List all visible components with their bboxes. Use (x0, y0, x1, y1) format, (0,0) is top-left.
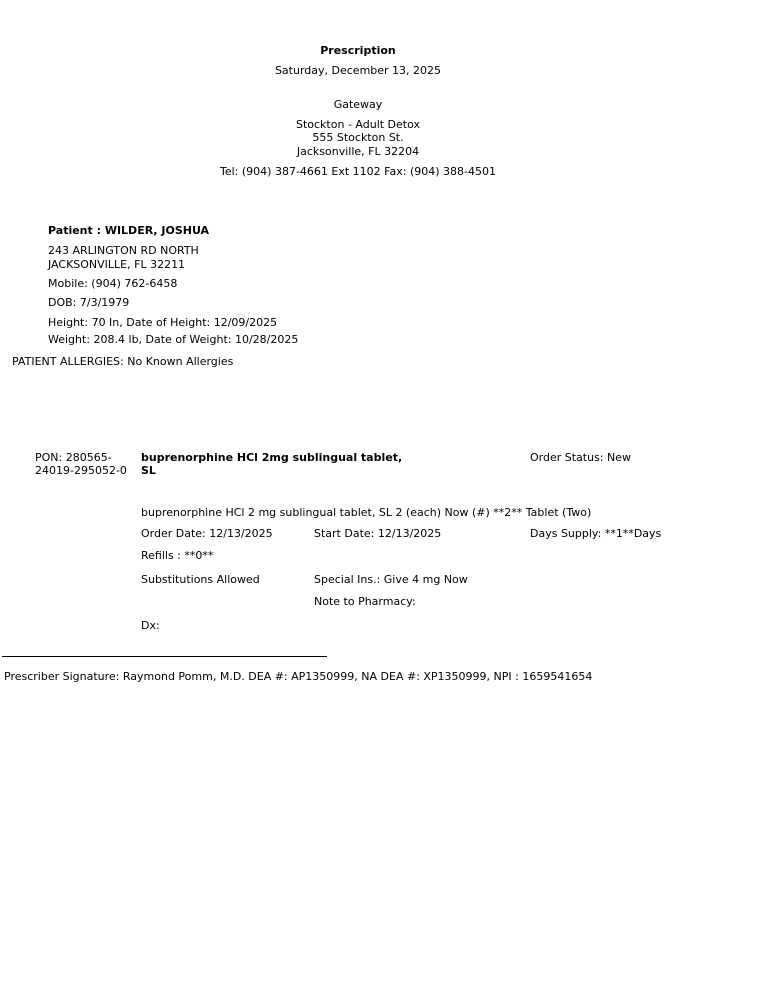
pon-line2: 24019-295052-0 (35, 464, 127, 477)
patient-address-line2: JACKSONVILLE, FL 32211 (48, 258, 186, 271)
document-title: Prescription (320, 44, 396, 57)
patient-dob: DOB: 7/3/1979 (48, 296, 130, 309)
prescriber-signature: Prescriber Signature: Raymond Pomm, M.D. DEA #: AP1350999, NA DEA #: XP1350999, NPI : 1659541654 (4, 670, 593, 683)
patient-weight: Weight: 208.4 lb, Date of Weight: 10/28/2025 (48, 333, 299, 346)
facility-street: 555 Stockton St. (312, 131, 404, 144)
pon-line1: PON: 280565- (35, 451, 112, 464)
substitutions: Substitutions Allowed (141, 573, 260, 586)
facility-city: Jacksonville, FL 32204 (296, 145, 420, 158)
note-to-pharmacy: Note to Pharmacy: (314, 595, 416, 608)
signature-rule (2, 656, 327, 657)
sig-text: buprenorphine HCl 2 mg sublingual tablet, SL 2 (each) Now (#) **2** Tablet (Two) (141, 506, 592, 519)
days-supply: Days Supply: **1**Days (530, 527, 662, 540)
refills: Refills : **0** (141, 549, 214, 562)
order-status: Order Status: New (530, 451, 632, 464)
document-date: Saturday, December 13, 2025 (274, 64, 442, 77)
facility-name: Stockton - Adult Detox (295, 118, 421, 131)
drug-name-line1: buprenorphine HCl 2mg sublingual tablet, (141, 451, 403, 464)
org-name: Gateway (333, 98, 383, 111)
diagnosis: Dx: (141, 619, 160, 632)
order-date: Order Date: 12/13/2025 (141, 527, 273, 540)
start-date: Start Date: 12/13/2025 (314, 527, 442, 540)
special-instructions: Special Ins.: Give 4 mg Now (314, 573, 468, 586)
drug-name-line2: SL (141, 464, 156, 477)
facility-contact: Tel: (904) 387-4661 Ext 1102 Fax: (904) 388-4501 (220, 165, 496, 178)
patient-mobile: Mobile: (904) 762-6458 (48, 277, 178, 290)
patient-address-line1: 243 ARLINGTON RD NORTH (48, 244, 199, 257)
patient-allergies: PATIENT ALLERGIES: No Known Allergies (12, 355, 234, 368)
patient-name: Patient : WILDER, JOSHUA (48, 224, 210, 237)
patient-height: Height: 70 In, Date of Height: 12/09/2025 (48, 316, 278, 329)
